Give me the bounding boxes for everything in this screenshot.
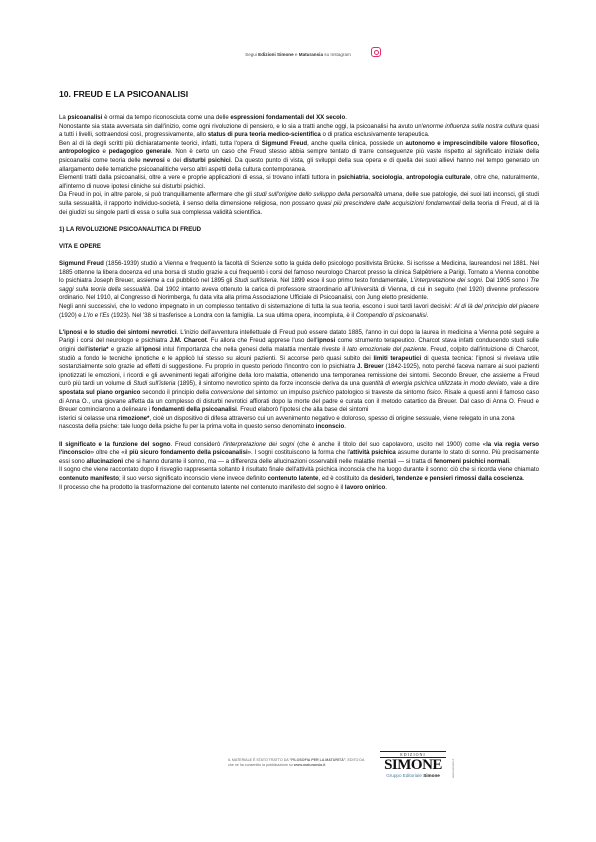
intro-paragraph-1: La psicoanalisi è ormai da tempo riconosciuta come una delle espressioni fondamentali del XX secolo. — [59, 114, 347, 121]
intro-paragraph-4: Elementi tratti dalla psicoanalisi, oltre a vere e proprie applicazioni di essa, si trovano infatti tuttora in psichiatria, sociologia, antropologia culturale, oltre che, naturalmente, all'interno di nuove ipotesi cliniche sui disturbi psichici. — [59, 174, 540, 190]
intro-paragraph-5: Da Freud in poi, in altre parole, si può tranquillamente affermare che gli studi sull'origine dello sviluppo della personalità umana, delle sue patologie, dei suoi lati inconsci, gli studi sulla sessualità, il rapporto individuo-società, il senso della dimensione religiosa, non possano quasi più prescindere dalle acquisizioni fondamentali della teoria di Freud, al di là dei giudizi su singole parti di essa o sulla sua complessa validità scientifica. — [59, 191, 540, 216]
ipnosi-paragraph: L'ipnosi e lo studio dei sintomi nevrotici. L'inizio dell'avventura intellettuale di Freud può essere datato 1885, l'anno in cui dopo la laurea in medicina a Vienna poté seguire a Parigi i corsi del neurologo e psichiatra J.M. Charcot. Fu allora che Freud apprese l'uso dell'ipnosi come strumento terapeutico. Charcot stava infatti conducendo studi sulle origini dell'isteria* e grazie all'ipnosi intuì l'importanza che nella genesi della malattia mentale riveste il lato emozionale del paziente. Freud, colpito dall'intuizione di Charcot, studiò a fondo le tecniche ipnotiche e le applicò lui stesso su alcuni pazienti. Si accorse però quasi subito dei limiti terapeutici di questa tecnica: l'ipnosi si rivelava utile sostanzialmente solo grazie ad effetti di suggestione. Fu proprio in questo periodo l'incontro con lo psichiatra J. Breuer (1842-1925), noto perché faceva narrare ai suoi pazienti ipnotizzati le emozioni, i ricordi e gli avvenimenti legati all'origine della loro malattia, ottenendo una temporanea remissione dei sintomi. Secondo Breuer, che assieme a Freud curò più tardi un volume di Studi sull'isteria (1895), il sintomo nevrotico spinto da forze inconscie deriva da una quantità di energia psichica utilizzata in modo deviato, vale a dire spostata sul piano organico secondo il principio della conversione del sintomo: un impulso psichico patologico si traveste da sintomo fisico. Risale a questi anni il famoso caso di Anna O., una giovane affetta da un complesso di disturbi nevrotici affiorati dopo la morte del padre e curata con il metodo catartico da Breuer. Dal caso di Anna O. Freud e Breuer cominciarono a delineare i fondamenti della psicoanalisi. Freud elaborò l'ipotesi che alla base dei sintomi — [59, 328, 539, 414]
document-body — [59, 83, 539, 492]
simone-website: www.simone.it — [451, 758, 455, 778]
ipnosi-paragraph-cont: isterici si celasse una rimozione*, cioè un dispositivo di difesa attraverso cui un avvenimento negativo e doloroso, spesso di origine sessuale, viene relegato in una zona nascosta della psiche: tale luogo della psiche fu per la prima volta in questo senso denominato inconscio. — [59, 414, 515, 431]
vita-paragraph-1: Sigmund Freud (1856-1939) studiò a Vienna e frequentò la facoltà di Scienze sotto la guida dello psicologo positivista Brücke. Si iscrisse a Medicina, laureandosi nel 1881. Nel 1885 ottenne la libera docenza ed una borsa di studio grazie a cui frequentò i corsi del famoso neurologo Charcot presso la clinica Salpêtriere a Parigi. Tornato a Vienna conobbe lo psichiatra Joseph Breuer, assieme a cui pubblicò nel 1895 gli Studi sull'isteria. Nel 1899 esce il suo primo testo fondamentale, L'interpretazione dei sogni. Dal 1905 sono i Tre saggi sulla teoria della sessualità. Dal 1902 intanto aveva ottenuto la carica di professore straordinario all'Università di Vienna, di cui in seguito (nel 1920) divenne professore ordinario. Nel 1910, al Congresso di Norimberga, fu data vita alla prima Associazione Ufficiale di Psicoanalisi, con Jung eletto presidente. — [59, 260, 540, 302]
subsection-heading: VITA E OPERE — [59, 242, 101, 250]
section-heading: 1) LA RIVOLUZIONE PSICOANALITICA DI FREUD — [59, 225, 202, 233]
sogno-paragraph-3: Il processo che ha prodotto la trasformazione del contenuto latente nel contenuto manifesto del sogno è il lavoro onirico. — [59, 483, 387, 491]
simone-logo: EDIZIONI SIMONE Gruppo Editoriale Simone — [380, 751, 446, 779]
vita-paragraph-2: Negli anni successivi, che lo vedono impegnato in un complesso tentativo di sistemazione di tutta la sua teoria, escono i suoi tardi lavori decisivi: Al di là del principio del piacere (1920) e L'Io e l'Es (1923). Nel '38 si trasferisce a Londra con la famiglia. La sua ultima opera, incompiuta, è il Compendio di psicoanalisi. — [59, 303, 539, 319]
intro-paragraph-2: Nonostante sia stata avversata sin dall'inizio, come ogni rivoluzione di pensiero, e lo sia a tratti anche oggi, la psicoanalisi ha avuto un'enorme influenza sulla nostra cultura quasi a tutti i livelli, sottraendosi così, progressivamente, allo status di pura teoria medico-scientifica o di pratica esclusivamente terapeutica. — [59, 122, 539, 139]
intro-paragraph-3: Ben al di là degli scritti più dichiaratamente teorici, infatti, tutta l'opera di Sigmund Freud, anche quella clinica, possiede un autonomo e imprescindibile valore filosofico, antropologico e pedagogico generale. Non è certo un caso che Freud stesso abbia sempre tentato di trarre conseguenze più vaste rispetto al significato iniziale della psicoanalisi come teoria delle nevrosi e dei disturbi psichici. Da questo punto di vista, gli sviluppi della sua opera e di quella dei suoi allievi hanno nel tempo generato un allargamento delle tematiche psicoanalitiche verso altri aspetti della cultura contemporanea. — [59, 139, 540, 173]
page-title: 10. FREUD E LA PSICOANALISI — [59, 89, 189, 99]
sogno-paragraph-2: Il sogno che viene raccontato dopo il risveglio rappresenta soltanto il risultato finale dell'attività psichica inconscia che ha luogo durante il sonno: ciò che si ricorda viene chiamato contenuto manifesto; il suo verso significato inconscio viene invece definito contenuto latente, ed è costituito da desideri, tendenze e pensieri rimossi dalla coscienza. — [59, 466, 539, 482]
instagram-icon[interactable] — [371, 47, 381, 57]
instagram-promo[interactable]: Segui Edizioni Simone e Maturansia su Instagram — [245, 52, 351, 57]
footer-credit: IL MATERIALE È STATO TRATTO DA "FILOSOFIA PER LA MATURITÀ", EDITO DA che ne ha consentito la pubblicazione su www.maturansia.it — [228, 758, 365, 767]
sogno-paragraph-1: Il significato e la funzione del sogno. Freud considerò l'interpretazione dei sogni (che è anche il titolo del suo capolavoro, uscito nel 1900) come «la via regia verso l'inconscio» oltre che «il più sicuro fondamento della psicoanalisi». I sogni costituiscono la forma che l'attività psichica assume durante lo stato di sonno. Più precisamente essi sono allucinazioni che si hanno durante il sonno, ma — a differenza delle allucinazioni osservabili nelle malattie mentali — si tratta di fenomeni psichici normali. — [59, 440, 539, 465]
maturansia-link[interactable]: www.maturansia.it — [293, 763, 326, 767]
page-footer — [0, 740, 596, 780]
